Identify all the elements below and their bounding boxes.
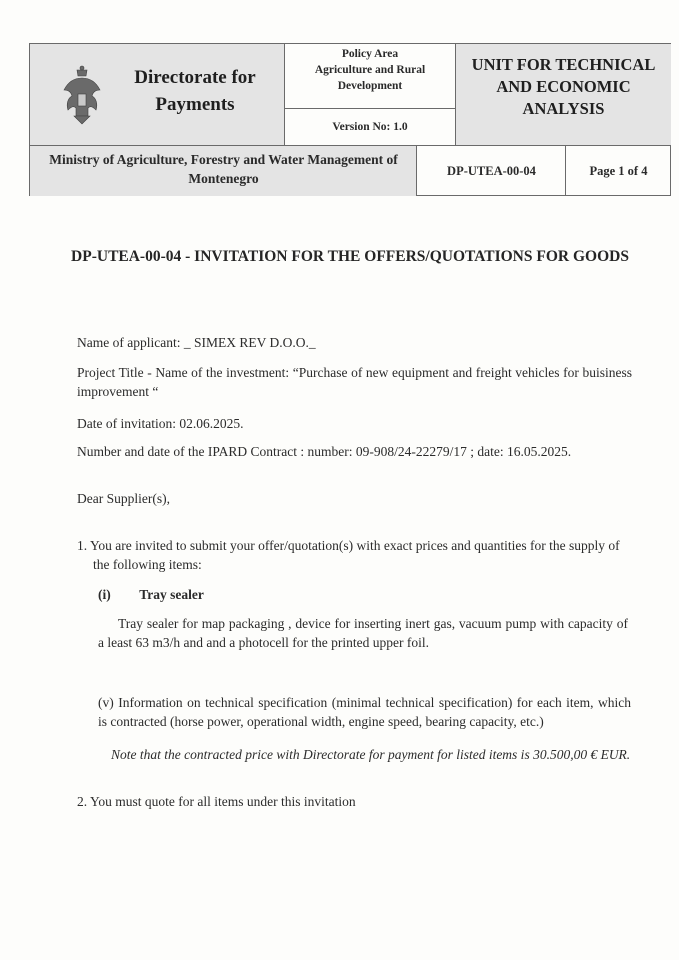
doc-code-cell: [417, 146, 566, 196]
project-line: [77, 363, 632, 401]
policy-cell: [285, 44, 456, 146]
policy-area-value: Agriculture and Rural Development: [314, 64, 426, 92]
doc-code: DP-UTEA-00-04: [447, 164, 536, 178]
version-number: Version No: 1.0: [332, 121, 408, 133]
technical-spec: (v) Information on technical specification (minimal technical specification) for each item, which is contracted (horse power, operational width, engine speed, bearing capacity, etc.): [98, 695, 631, 729]
unit-title: UNIT FOR TECHNICAL AND ECONOMIC ANALYSIS: [471, 55, 656, 118]
contract-line: [77, 442, 647, 461]
applicant-value: _ SIMEX REV D.O.O._: [183, 335, 316, 350]
date-line: [77, 414, 637, 433]
contract-number: number: 09-908/24-22279/17: [307, 444, 467, 459]
page-number: Page 1 of 4: [589, 164, 648, 178]
applicant-line: [77, 333, 637, 352]
policy-area: [285, 44, 455, 109]
ministry-title: Ministry of Agriculture, Forestry and Water Management of Montenegro: [49, 152, 398, 186]
page-number-cell: [566, 146, 671, 196]
contract-label: Number and date of the IPARD Contract :: [77, 444, 305, 459]
header-table: [29, 43, 671, 196]
item-1-body: 1. You are invited to submit your offer/quotation(s) with exact prices and quantities for the supply of the following items:: [77, 538, 620, 572]
sub-label: (i): [98, 587, 111, 602]
policy-area-label: Policy Area: [341, 48, 399, 60]
item-1-description: Tray sealer for map packaging , device for inserting inert gas, vacuum pump with capacity of a least 63 m3/h and and a photocell for the printed upper foil.: [98, 616, 628, 650]
date-label: Date of invitation:: [77, 416, 176, 431]
item-1-subheading: [98, 585, 398, 604]
unit-cell: [456, 44, 671, 146]
project-value: “Purchase of new equipment and freight vehicles for buisiness improvement “: [77, 365, 632, 399]
ministry-cell: [30, 146, 417, 196]
item-2-text: 2. You must quote for all items under this invitation: [77, 794, 356, 809]
document-title: DP-UTEA-00-04 - INVITATION FOR THE OFFERS/QUOTATIONS FOR GOODS: [71, 248, 629, 265]
sub-title: Tray sealer: [139, 587, 204, 602]
date-value: 02.06.2025.: [179, 416, 244, 431]
directorate-cell: [30, 44, 285, 146]
greeting: Dear Supplier(s),: [77, 491, 170, 506]
directorate-title: Directorate for Payments: [134, 67, 256, 115]
item-1-text: [77, 536, 632, 574]
price-note: Note that the contracted price with Directorate for payment for listed items is 30.500,00 € EUR.: [111, 747, 631, 762]
project-label: Project Title - Name of the investment:: [77, 365, 290, 380]
applicant-label: Name of applicant:: [77, 335, 181, 350]
montenegro-coat-of-arms-icon: [62, 64, 102, 128]
contract-date: ; date: 16.05.2025.: [466, 444, 572, 459]
